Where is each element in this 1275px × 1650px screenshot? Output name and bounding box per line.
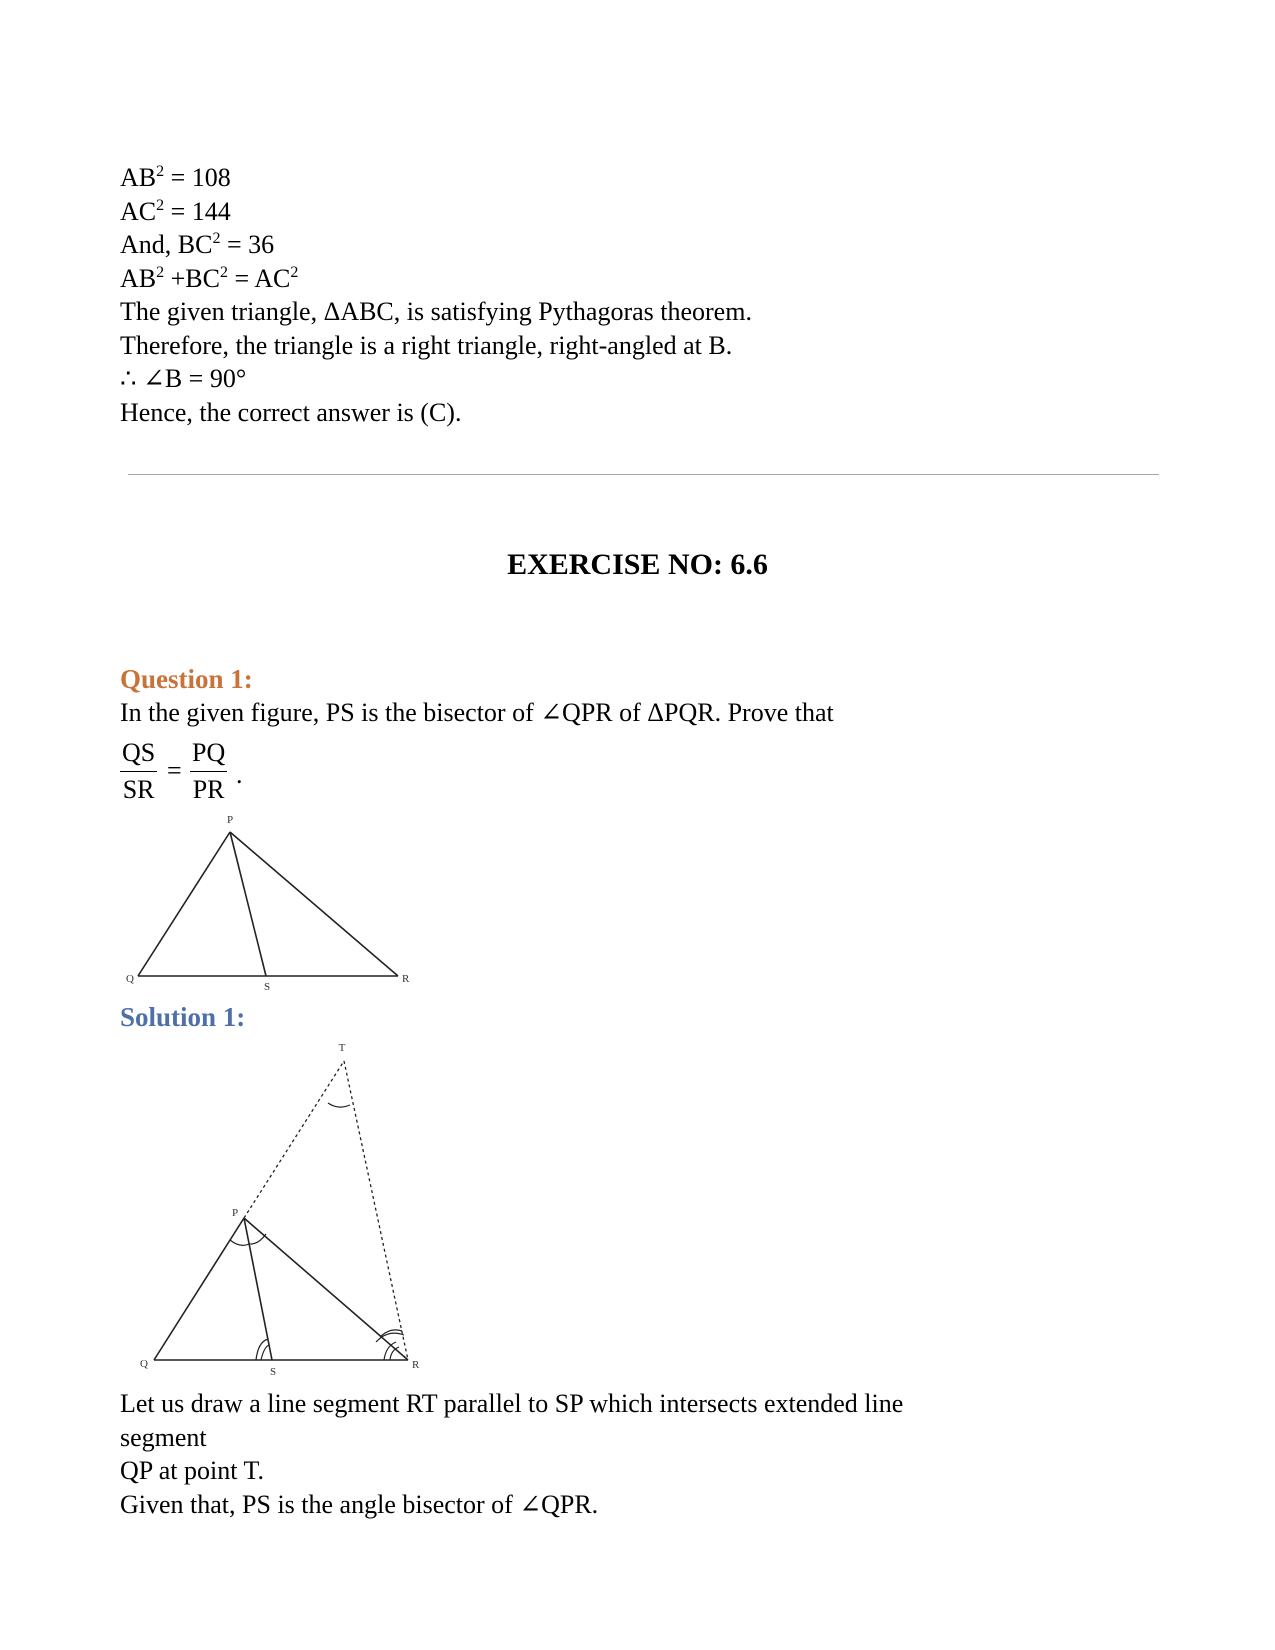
label-q: Q bbox=[140, 1358, 148, 1370]
side-pr bbox=[230, 832, 398, 976]
label-q: Q bbox=[126, 973, 134, 985]
question-text: In the given figure, PS is the bisector of ∠QPR of ΔPQR. Prove that bbox=[120, 698, 834, 727]
fraction-denominator: SR bbox=[122, 775, 155, 804]
label-t: T bbox=[338, 1042, 346, 1054]
equals-sign: = bbox=[167, 756, 182, 785]
previous-answer-block bbox=[120, 161, 752, 429]
right-triangle-statement: Therefore, the triangle is a right triangle, right-angled at B. bbox=[120, 330, 733, 360]
triangle-pqr-figure bbox=[118, 810, 418, 990]
solution-paragraph-4: Given that, PS is the angle bisector of ∠QPR. bbox=[120, 1489, 599, 1519]
extended-line-pt bbox=[244, 1061, 344, 1218]
ratio-equation bbox=[120, 735, 280, 815]
fraction-numerator: PQ bbox=[190, 735, 227, 772]
label-r: R bbox=[412, 1359, 420, 1371]
bisector-ps bbox=[230, 832, 266, 976]
label-s: S bbox=[270, 1366, 277, 1378]
angle-mark-p1 bbox=[230, 1240, 249, 1245]
equation-bc-squared: And, $BC^2 = 36$ bbox=[120, 230, 275, 259]
solution-paragraph-2: segment bbox=[120, 1422, 207, 1452]
angle-mark-r2 bbox=[376, 1333, 404, 1342]
pythagoras-statement: The given triangle, ΔABC, is satisfying Pythagoras theorem. bbox=[120, 297, 752, 326]
label-p: P bbox=[232, 1207, 239, 1219]
equation-pythagoras: $AB^2 +BC^2 = AC^2$ bbox=[120, 263, 299, 293]
equation-ac-squared: $AC^2 = 144$ bbox=[120, 196, 231, 226]
side-pq bbox=[154, 1218, 244, 1360]
equation-ab-squared: $AB^2 = 108$ bbox=[120, 163, 231, 192]
question-heading: Question 1: bbox=[120, 664, 253, 694]
fraction-pq-pr bbox=[190, 735, 227, 808]
solution-paragraph-3: QP at point T. bbox=[120, 1456, 264, 1485]
angle-mark-r4 bbox=[390, 1347, 399, 1360]
solution-heading: Solution 1: bbox=[120, 1002, 246, 1032]
fraction-qs-sr bbox=[120, 735, 157, 808]
period: . bbox=[236, 760, 243, 789]
side-pq bbox=[138, 832, 230, 976]
fraction-denominator: PR bbox=[192, 775, 225, 804]
answer-statement: Hence, the correct answer is (C). bbox=[120, 397, 462, 427]
label-s: S bbox=[264, 981, 271, 990]
solution-text-block bbox=[120, 1387, 903, 1521]
angle-b-statement: ∴ ∠B = 90° bbox=[120, 364, 247, 393]
exercise-title: EXERCISE NO: 6.6 bbox=[507, 548, 768, 581]
construction-figure bbox=[118, 1035, 438, 1385]
angle-mark-s2 bbox=[261, 1345, 269, 1360]
fraction-numerator: QS bbox=[120, 735, 157, 772]
label-r: R bbox=[402, 973, 410, 985]
line-rt bbox=[344, 1061, 408, 1360]
horizontal-divider bbox=[128, 474, 1159, 475]
angle-mark-t bbox=[328, 1103, 350, 1107]
solution-paragraph-1: Let us draw a line segment RT parallel to SP which intersects extended line bbox=[120, 1389, 904, 1418]
label-p: P bbox=[226, 814, 234, 826]
